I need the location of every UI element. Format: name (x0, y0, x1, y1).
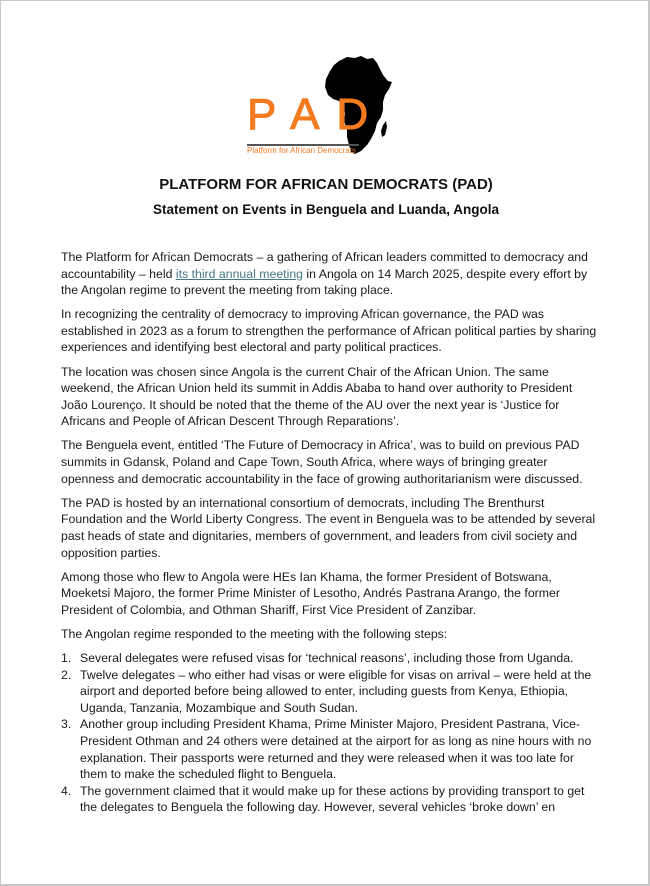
third-annual-meeting-link[interactable]: its third annual meeting (175, 266, 304, 281)
list-item (61, 650, 601, 667)
list-number: 1. (61, 650, 72, 665)
paragraph: The PAD is hosted by an international consortium of democrats, including The Brenthurst Foundation and the World Liberty Congress. The event in Benguela was to be attended by several past heads of state and dignitaries, members of government, and leaders from civil society and opposition parties. (61, 495, 596, 560)
pad-logo (245, 55, 395, 160)
paragraph-text: in Angola on 14 March 2025, despite every effort by the Angolan regime to prevent the meeting from taking place. (61, 266, 588, 298)
paragraph: Among those who flew to Angola were HEs Ian Khama, the former President of Botswana, Moeketsi Majoro, the former Prime Minister of Lesotho, Andrés Pastrana Arango, the former President of Colombia, and Othman Shariff, First Vice President of Zanzibar. (61, 569, 560, 617)
list-number: 3. (61, 717, 72, 732)
paragraph: The Benguela event, entitled ‘The Future of Democracy in Africa’, was to build on previous PAD summits in Gdansk, Poland and Cape Town, South Africa, where ways of bringing greater openness and democratic accountability in the face of growing authoritarianism were discussed. (61, 438, 583, 486)
paragraph-text: The Platform for African Democrats – a gathering of African leaders committed to democracy and accountability – held (61, 250, 588, 281)
list-item-text: Several delegates were refused visas for ‘technical reasons’, including those from Uganda. (80, 650, 574, 665)
document-title: PLATFORM FOR AFRICAN DEMOCRATS (PAD) (159, 176, 493, 193)
document-subtitle: Statement on Events in Benguela and Luanda, Angola (152, 202, 500, 217)
list-item-text: Another group including President Khama, Prime Minister Majoro, President Pastrana, Vice-President Othman and 24 others were detained at the airport for as long as nine hours with no explanation. Their passports were returned and they were released when it was too late for them to make the scheduled flight to Benguela. (80, 717, 592, 782)
logo-letters: PAD (247, 90, 386, 139)
document-body (61, 249, 601, 816)
paragraph (61, 249, 601, 299)
list-item (61, 716, 601, 782)
logo-tagline: Platform for African Democrats (247, 146, 356, 155)
list-item-text: Twelve delegates – who either had visas or were eligible for visas on arrival – were held at the airport and deported before being allowed to enter, including guests from Kenya, Ethiopia, Uganda, Tanzania, Mozambique and South Sudan. (80, 667, 592, 715)
paragraph: The Angolan regime responded to the meeting with the following steps: (61, 626, 448, 641)
paragraph: In recognizing the centrality of democracy to improving African governance, the PAD was established in 2023 as a forum to strengthen the performance of African political parties by sharing experiences and identifying best electoral and party political practices. (61, 307, 597, 355)
list-item (61, 783, 601, 816)
list-number: 4. (61, 783, 72, 798)
paragraph: The location was chosen since Angola is the current Chair of the African Union. The same weekend, the African Union held its summit in Addis Ababa to hand over authority to President João Lourenço. It should be noted that the theme of the AU over the next year is ‘Justice for Africans and People of African Descent Through Reparations’. (61, 364, 573, 429)
steps-list (61, 650, 601, 816)
list-number: 2. (61, 667, 72, 682)
list-item-text: The government claimed that it would make up for these actions by providing transport to get the delegates to Benguela the following day. However, several vehicles ‘broke down’ en (80, 783, 585, 815)
list-item (61, 667, 601, 717)
